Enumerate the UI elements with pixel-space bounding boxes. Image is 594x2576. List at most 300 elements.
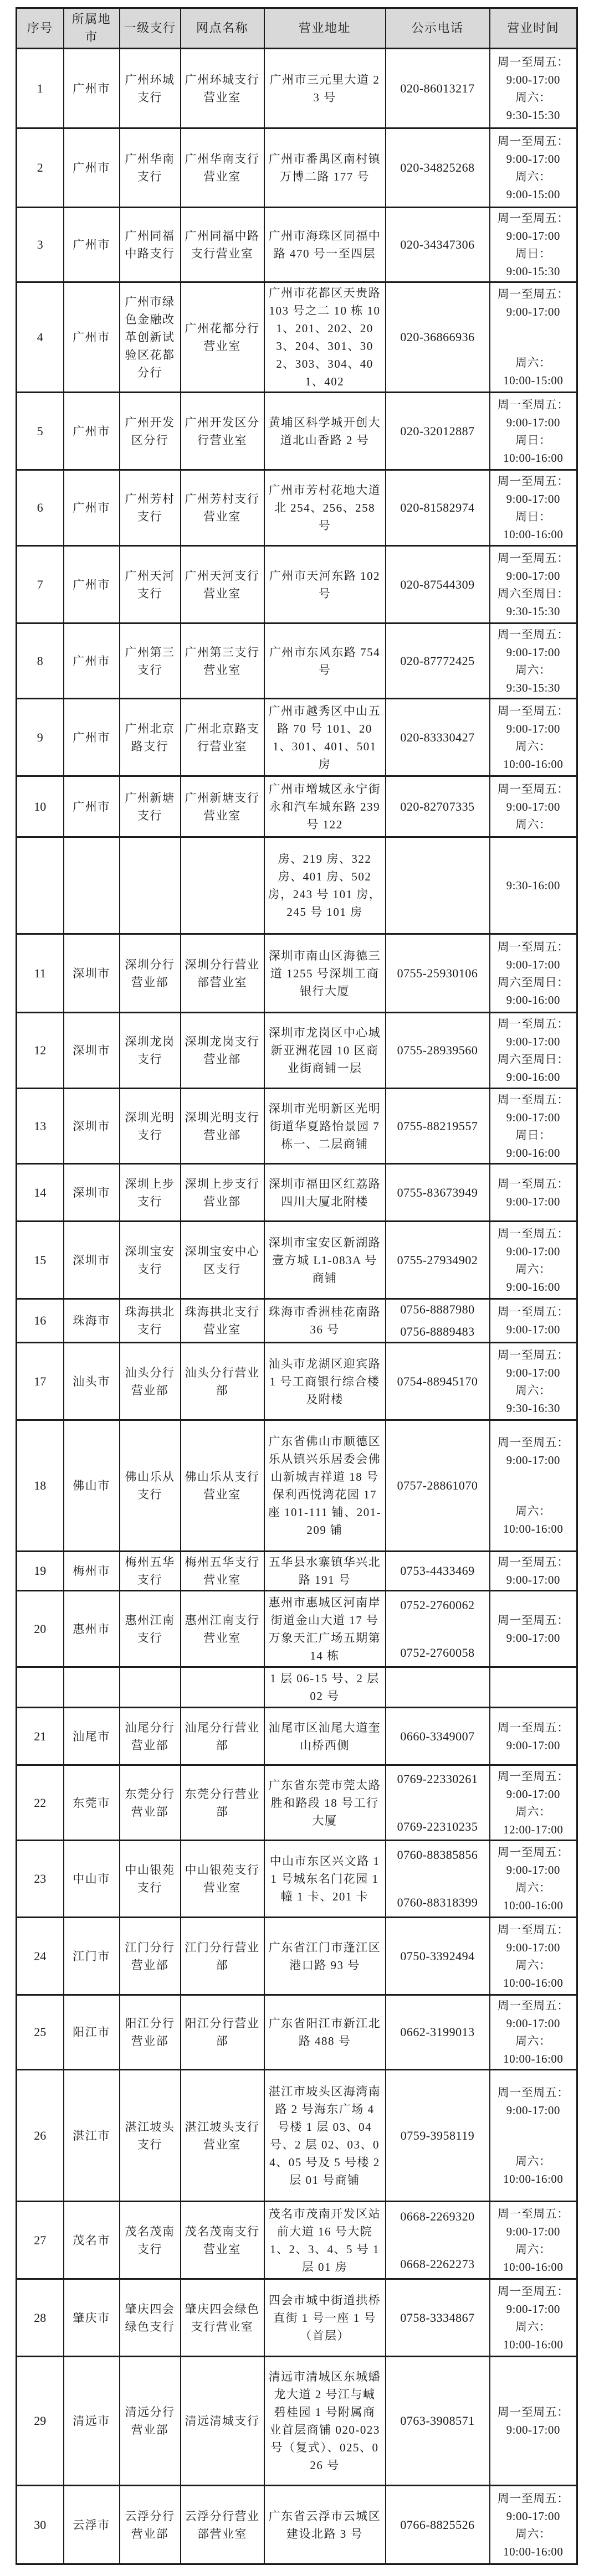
cell-serial-number: 15 [17, 1222, 64, 1299]
table-row [17, 934, 577, 1013]
cell-business-address: 广州市东风东路 754 号 [264, 624, 386, 699]
phone-number: 020-82707335 [400, 799, 475, 813]
cell-business-address: 深圳市宝安区新湖路壹方城 L1-083A 号商铺 [264, 1222, 386, 1299]
cell-city: 肇庆市 [64, 2279, 120, 2357]
business-hours-line: 周六： [515, 356, 551, 369]
cell-public-phone [386, 1343, 490, 1420]
business-hours-line: 10:00-16:00 [503, 2544, 564, 2558]
table-row [17, 1765, 577, 1841]
cell-city: 广州市 [64, 699, 120, 776]
column-header-0: 序号 [17, 8, 64, 49]
phone-number: 0668-2269320 [400, 2209, 475, 2223]
cell-outlet-name: 清远清城支行 [181, 2357, 264, 2486]
cell-primary-branch: 汕头分行营业部 [120, 1343, 181, 1420]
cell-outlet-name: 广州华南支行营业室 [181, 128, 264, 208]
cell-city: 清远市 [64, 2357, 120, 2486]
cell-business-address: 广东省阳江市新江北路 488 号 [264, 1995, 386, 2070]
cell-business-address: 湛江市坡头区海湾南路 2 号海东广场 4 号楼 1 层 03、04 号、2 层 02、03、04、05 号及 5 号楼 2 层 01 号商铺 [264, 2070, 386, 2202]
business-hours-line: 周一至周五： [497, 940, 569, 954]
business-hours-line: 10:00-15:00 [503, 374, 564, 387]
cell-primary-branch: 珠海拱北支行 [120, 1299, 181, 1343]
cell-primary-branch: 广州开发区分行 [120, 393, 181, 470]
cell-city: 广州市 [64, 393, 120, 470]
cell-business-address: 1 层 06-15 号、2 层 02 号 [264, 1667, 386, 1708]
business-hours-line: 周一至周五： [497, 1720, 569, 1734]
cell-serial-number: 20 [17, 1591, 64, 1667]
business-hours-line: 9:00-17:00 [506, 2017, 560, 2030]
cell-serial-number: 10 [17, 776, 64, 837]
phone-number: 0763-3908571 [400, 2414, 475, 2428]
business-hours-line: 9:00-17:00 [506, 645, 560, 659]
cell-primary-branch: 梅州五华支行 [120, 1552, 181, 1591]
table-row [17, 1299, 577, 1343]
business-hours-line: 周一至周五： [497, 1999, 569, 2012]
business-hours-line: 周一至周五： [497, 2284, 569, 2298]
cell-city: 广州市 [64, 470, 120, 546]
table-row [17, 1343, 577, 1420]
business-hours-line: 周六： [515, 739, 551, 753]
cell-primary-branch [120, 1667, 181, 1708]
phone-number: 0757-28861070 [397, 1478, 478, 1492]
table-row [17, 699, 577, 776]
cell-public-phone [386, 1765, 490, 1841]
business-hours-line: 10:00-16:00 [503, 1899, 564, 1912]
business-hours-line: 10:00-16:00 [503, 2172, 564, 2186]
business-hours-line: 9:00-17:00 [506, 1366, 560, 1379]
column-header-5: 公示电话 [386, 8, 490, 49]
business-hours-line: 周一至周五： [497, 1017, 569, 1031]
cell-public-phone [386, 1013, 490, 1089]
cell-public-phone [386, 2486, 490, 2564]
phone-number: 0769-22310235 [397, 1819, 478, 1833]
business-hours-line: 周日： [515, 433, 551, 447]
business-hours-line: 周六： [515, 1505, 551, 1518]
cell-city: 广州市 [64, 282, 120, 393]
cell-city: 广州市 [64, 776, 120, 837]
cell-serial-number: 23 [17, 1841, 64, 1918]
cell-primary-branch: 广州第三支行 [120, 624, 181, 699]
cell-business-hours [490, 2202, 577, 2279]
cell-business-address: 五华县水寨镇华兴北路 191 号 [264, 1552, 386, 1591]
cell-public-phone [386, 1841, 490, 1918]
cell-business-address: 深圳市光明新区光明街道华夏路怡景园 7 栋一、二层商铺 [264, 1089, 386, 1164]
table-row [17, 546, 577, 624]
cell-primary-branch: 惠州江南支行 [120, 1591, 181, 1667]
cell-business-hours [490, 2486, 577, 2564]
cell-public-phone [386, 1918, 490, 1995]
phone-number: 020-83330427 [400, 730, 475, 744]
business-hours-line: 10:00-16:00 [503, 451, 564, 465]
cell-primary-branch: 广州芳村支行 [120, 470, 181, 546]
cell-business-address: 广州市天河东路 102 号 [264, 546, 386, 624]
cell-business-address: 黄埔区科学城开创大道北山香路 2 号 [264, 393, 386, 470]
cell-serial-number: 24 [17, 1918, 64, 1995]
business-hours-line: 周六： [515, 1958, 551, 1972]
cell-public-phone [386, 2357, 490, 2486]
cell-city: 阳江市 [64, 1995, 120, 2070]
business-hours-line: 9:00-17:00 [506, 1738, 560, 1752]
business-hours-line: 9:00-17:00 [506, 305, 560, 318]
business-hours-line: 周一至周五： [497, 1436, 569, 1449]
business-hours-line: 周一至周五： [497, 1348, 569, 1362]
cell-city: 深圳市 [64, 1222, 120, 1299]
cell-business-address: 珠海市香洲桂花南路 36 号 [264, 1299, 386, 1343]
cell-outlet-name: 广州开发区分行营业室 [181, 393, 264, 470]
cell-serial-number: 19 [17, 1552, 64, 1591]
business-hours-line: 周一至周五： [497, 627, 569, 641]
cell-outlet-name: 梅州五华支行营业室 [181, 1552, 264, 1591]
cell-primary-branch: 湛江坡头支行 [120, 2070, 181, 2202]
table-row [17, 776, 577, 837]
business-hours-line: 9:30-16:30 [506, 1401, 560, 1415]
table-row [17, 2486, 577, 2564]
cell-public-phone [386, 1591, 490, 1667]
phone-number: 020-86013217 [400, 81, 475, 95]
cell-outlet-name: 茂名茂南支行营业室 [181, 2202, 264, 2279]
cell-business-hours [490, 546, 577, 624]
business-hours-line: 9:30-15:30 [506, 681, 560, 694]
cell-city: 汕头市 [64, 1343, 120, 1420]
cell-business-address: 广州市花都区天贵路 103 号之二 10 栋 101、201、202、203、204、301、302、303、304、401、402 [264, 282, 386, 393]
cell-business-address: 房、219 房、322 房、401 房、502 房，243 号 101 房，245 号 101 房 [264, 837, 386, 934]
cell-serial-number [17, 837, 64, 934]
cell-business-address: 广州市海珠区同福中路 470 号一至四层 [264, 208, 386, 282]
business-hours-line: 9:30-16:00 [506, 879, 560, 892]
cell-business-hours [490, 699, 577, 776]
cell-outlet-name: 深圳上步支行营业部 [181, 1164, 264, 1222]
cell-city: 中山市 [64, 1841, 120, 1918]
phone-number: 020-81582974 [400, 501, 475, 514]
phone-number: 0769-22330261 [397, 1771, 478, 1786]
business-hours-line: 9:00-17:00 [506, 2423, 560, 2436]
business-hours-line: 周六： [515, 170, 551, 183]
business-hours-line: 10:00-16:00 [503, 528, 564, 541]
phone-number: 0662-3199013 [400, 2025, 475, 2039]
business-hours-line: 10:00-16:00 [503, 757, 564, 771]
phone-number: 020-34825268 [400, 161, 475, 174]
table-row [17, 1708, 577, 1765]
cell-public-phone [386, 1420, 490, 1552]
cell-public-phone [386, 699, 490, 776]
cell-primary-branch: 广州新塘支行 [120, 776, 181, 837]
cell-city: 深圳市 [64, 1089, 120, 1164]
business-hours-line: 9:00-17:00 [506, 1244, 560, 1258]
business-hours-line: 9:00-17:00 [506, 2509, 560, 2523]
business-hours-line: 周一至周五： [497, 551, 569, 565]
cell-business-hours [490, 1552, 577, 1591]
cell-outlet-name: 深圳宝安中心区支行 [181, 1222, 264, 1299]
cell-city: 广州市 [64, 49, 120, 128]
phone-number: 0660-3349007 [400, 1729, 475, 1743]
cell-business-hours [490, 2357, 577, 2486]
table-body [17, 49, 577, 2564]
business-hours-line: 周六： [515, 1805, 551, 1818]
business-hours-line: 周一至周五： [497, 1305, 569, 1318]
business-hours-line: 10:00-16:00 [503, 1522, 564, 1536]
cell-outlet-name [181, 837, 264, 934]
cell-public-phone [386, 934, 490, 1013]
cell-business-hours [490, 1995, 577, 2070]
cell-public-phone [386, 546, 490, 624]
cell-serial-number: 7 [17, 546, 64, 624]
business-hours-line: 周一至周五： [497, 2085, 569, 2099]
business-hours-line: 周一至周五： [497, 1613, 569, 1627]
business-hours-line: 9:00-16:00 [506, 993, 560, 1007]
cell-business-address: 清远市清城区东城蟠龙大道 2 号江与峸碧桂园 1 号附属商业首层商铺 020-023 号（复式）、025、026 号 [264, 2357, 386, 2486]
cell-city: 佛山市 [64, 1420, 120, 1552]
cell-outlet-name: 阳江分行营业部 [181, 1995, 264, 2070]
phone-number: 020-34347306 [400, 238, 475, 251]
cell-public-phone [386, 128, 490, 208]
business-hours-line: 周一至周五： [497, 287, 569, 301]
phone-number: 0755-88219557 [397, 1119, 478, 1133]
table-row [17, 470, 577, 546]
cell-primary-branch: 汕尾分行营业部 [120, 1708, 181, 1765]
cell-business-address: 中山市东区兴文路 11 号城东名门花园 1 幢 1 卡、201 卡 [264, 1841, 386, 1918]
business-hours-line: 周一至周五： [497, 212, 569, 225]
business-hours-line: 周日： [515, 247, 551, 260]
business-hours-line: 周一至周五： [497, 1555, 569, 1569]
cell-business-address: 汕头市龙湖区迎宾路 1 号工商银行综合楼及附楼 [264, 1343, 386, 1420]
business-hours-line: 9:00-16:00 [506, 1280, 560, 1294]
cell-primary-branch: 广州天河支行 [120, 546, 181, 624]
cell-public-phone [386, 1708, 490, 1765]
phone-number: 0756-8887980 [400, 1302, 475, 1316]
business-hours-line: 周一至周五： [497, 1923, 569, 1936]
cell-business-hours [490, 1708, 577, 1765]
business-hours-line: 9:00-17:00 [506, 1787, 560, 1801]
cell-city [64, 1667, 120, 1708]
business-hours-line: 9:00-17:00 [506, 800, 560, 813]
phone-number: 020-36866936 [400, 330, 475, 344]
cell-public-phone [386, 1222, 490, 1299]
cell-city: 东莞市 [64, 1765, 120, 1841]
phone-number: 0758-3334867 [400, 2310, 475, 2325]
cell-serial-number: 1 [17, 49, 64, 128]
table-row [17, 1667, 577, 1708]
business-hours-line: 9:00-17:00 [506, 1573, 560, 1586]
business-hours-line: 10:00-16:00 [503, 2260, 564, 2274]
business-hours-line: 周六： [515, 663, 551, 677]
cell-primary-branch: 中山银苑支行 [120, 1841, 181, 1918]
cell-business-address: 四会市城中街道拱桥直街 1 号一座 1 号（首层） [264, 2279, 386, 2357]
cell-business-address: 深圳市龙岗区中心城新亚洲花园 10 区商业街商铺一层 [264, 1013, 386, 1089]
table-row [17, 2279, 577, 2357]
cell-outlet-name: 中山银苑支行营业室 [181, 1841, 264, 1918]
cell-outlet-name: 深圳光明支行营业部 [181, 1089, 264, 1164]
cell-business-hours [490, 1420, 577, 1552]
business-hours-line: 9:00-17:00 [506, 415, 560, 429]
cell-business-hours [490, 1765, 577, 1841]
business-hours-line: 9:00-17:00 [506, 1631, 560, 1645]
business-hours-line: 9:00-17:00 [506, 957, 560, 971]
cell-public-phone [386, 776, 490, 837]
phone-number: 0760-88318399 [397, 1895, 478, 1909]
business-hours-line: 9:00-17:00 [506, 73, 560, 86]
cell-outlet-name: 广州环城支行营业室 [181, 49, 264, 128]
bank-branch-table [16, 7, 578, 2565]
cell-business-hours [490, 393, 577, 470]
cell-outlet-name: 广州天河支行营业室 [181, 546, 264, 624]
cell-primary-branch: 阳江分行营业部 [120, 1995, 181, 2070]
cell-outlet-name: 东莞分行营业部 [181, 1765, 264, 1841]
business-hours-line: 周六： [515, 2034, 551, 2048]
business-hours-line: 周一至周五： [497, 135, 569, 148]
cell-business-address: 深圳市福田区红荔路四川大厦北附楼 [264, 1164, 386, 1222]
business-hours-line: 9:00-17:00 [506, 569, 560, 583]
cell-outlet-name [181, 1667, 264, 1708]
table-row [17, 49, 577, 128]
business-hours-line: 周一至周五： [497, 55, 569, 69]
cell-primary-branch: 东莞分行营业部 [120, 1765, 181, 1841]
business-hours-line: 周一至周五： [497, 2207, 569, 2220]
cell-business-hours [490, 1164, 577, 1222]
cell-outlet-name: 汕头分行营业部 [181, 1343, 264, 1420]
cell-business-address: 广州市芳村花地大道北 254、256、258 号 [264, 470, 386, 546]
cell-public-phone [386, 1552, 490, 1591]
cell-primary-branch: 深圳上步支行 [120, 1164, 181, 1222]
cell-serial-number: 5 [17, 393, 64, 470]
table-row [17, 128, 577, 208]
cell-city: 深圳市 [64, 1013, 120, 1089]
cell-business-address: 广东省东莞市莞太路胜和路段 18 号工行大厦 [264, 1765, 386, 1841]
cell-primary-branch: 佛山乐从支行 [120, 1420, 181, 1552]
business-hours-line [492, 1469, 575, 1502]
cell-city: 广州市 [64, 546, 120, 624]
business-hours-line: 9:00-17:00 [506, 492, 560, 506]
cell-serial-number: 13 [17, 1089, 64, 1164]
column-header-2: 一级支行 [120, 8, 181, 49]
business-hours-line: 9:00-17:00 [506, 1454, 560, 1467]
cell-primary-branch: 江门分行营业部 [120, 1918, 181, 1995]
cell-business-address: 广州市增城区永宁街永和汽车城东路 239 号 122 [264, 776, 386, 837]
business-hours-line: 周一至周五： [497, 1846, 569, 1859]
cell-business-address: 惠州市惠城区河南岸街道金山大道 17 号万象天汇广场五期第 14 栋 [264, 1591, 386, 1667]
table-row [17, 1995, 577, 2070]
table-row [17, 1918, 577, 1995]
cell-primary-branch: 广州同福中路支行 [120, 208, 181, 282]
business-hours-line: 10:00-16:00 [503, 2052, 564, 2065]
business-hours-line: 9:00-15:30 [506, 265, 560, 278]
cell-serial-number: 2 [17, 128, 64, 208]
table-header-row [17, 8, 577, 49]
cell-business-hours [490, 2070, 577, 2202]
business-hours-line: 周六： [515, 1262, 551, 1276]
table-row [17, 393, 577, 470]
phone-number: 020-32012887 [400, 424, 475, 438]
column-header-6: 营业时间 [490, 8, 577, 49]
cell-city [64, 837, 120, 934]
cell-city: 梅州市 [64, 1552, 120, 1591]
cell-business-hours [490, 1343, 577, 1420]
business-hours-line: 10:00-16:00 [503, 2337, 564, 2351]
cell-business-address: 广州市番禺区南村镇万博二路 177 号 [264, 128, 386, 208]
table-row [17, 1222, 577, 1299]
cell-public-phone [386, 1299, 490, 1343]
cell-outlet-name: 湛江坡头支行营业室 [181, 2070, 264, 2202]
business-hours-line: 周一至周五： [497, 2405, 569, 2419]
cell-business-address: 汕尾市区汕尾大道奎山桥西侧 [264, 1708, 386, 1765]
cell-public-phone [386, 1995, 490, 2070]
business-hours-line: 周日： [515, 510, 551, 523]
business-hours-line: 9:00-17:00 [506, 1940, 560, 1954]
cell-outlet-name: 广州芳村支行营业室 [181, 470, 264, 546]
cell-business-hours [490, 776, 577, 837]
cell-serial-number: 16 [17, 1299, 64, 1343]
cell-public-phone [386, 2279, 490, 2357]
business-hours-line: 周六： [515, 1881, 551, 1894]
cell-business-address: 广东省云浮市云城区建设北路 3 号 [264, 2486, 386, 2564]
cell-public-phone [386, 282, 490, 393]
phone-number: 020-87544309 [400, 577, 475, 591]
cell-primary-branch: 茂名茂南支行 [120, 2202, 181, 2279]
business-hours-line: 周一至周五： [497, 1769, 569, 1783]
cell-serial-number: 14 [17, 1164, 64, 1222]
business-hours-line: 9:00-17:00 [506, 2302, 560, 2316]
table-header [17, 8, 577, 49]
cell-serial-number: 21 [17, 1708, 64, 1765]
cell-outlet-name: 云浮分行营业部营业室 [181, 2486, 264, 2564]
business-hours-line: 9:00-17:00 [506, 1323, 560, 1336]
cell-primary-branch: 深圳光明支行 [120, 1089, 181, 1164]
business-hours-line: 周六至周日： [497, 586, 569, 600]
cell-business-hours [490, 470, 577, 546]
cell-city: 惠州市 [64, 1591, 120, 1667]
business-hours-line: 9:00-17:00 [506, 2103, 560, 2117]
cell-primary-branch: 广州环城支行 [120, 49, 181, 128]
cell-public-phone [386, 49, 490, 128]
cell-serial-number: 9 [17, 699, 64, 776]
cell-outlet-name: 珠海拱北支行营业室 [181, 1299, 264, 1343]
cell-outlet-name: 汕尾分行营业部 [181, 1708, 264, 1765]
table-row [17, 837, 577, 934]
column-header-4: 营业地址 [264, 8, 386, 49]
cell-primary-branch [120, 837, 181, 934]
business-hours-line: 周六： [515, 2154, 551, 2168]
cell-business-hours [490, 1591, 577, 1667]
cell-serial-number: 27 [17, 2202, 64, 2279]
cell-business-hours [490, 282, 577, 393]
business-hours-line: 9:00-16:00 [506, 1070, 560, 1084]
cell-serial-number: 8 [17, 624, 64, 699]
cell-public-phone [386, 1164, 490, 1222]
business-hours-line: 周六： [515, 2242, 551, 2256]
business-hours-line: 9:00-17:00 [506, 2224, 560, 2238]
table-row [17, 1552, 577, 1591]
cell-primary-branch: 肇庆四会绿色支行 [120, 2279, 181, 2357]
table-row [17, 2202, 577, 2279]
cell-serial-number: 11 [17, 934, 64, 1013]
phone-number: 020-87772425 [400, 653, 475, 668]
business-hours-line: 周六至周日： [497, 975, 569, 989]
cell-serial-number: 22 [17, 1765, 64, 1841]
business-hours-line: 9:30-15:30 [506, 108, 560, 122]
cell-primary-branch: 广州市绿色金融改革创新试验区花都分行 [120, 282, 181, 393]
cell-city: 汕尾市 [64, 1708, 120, 1765]
business-hours-line: 9:00-15:00 [506, 188, 560, 201]
table-row [17, 1164, 577, 1222]
table-row [17, 1420, 577, 1552]
table-row [17, 2070, 577, 2202]
business-hours-line: 周六： [515, 1383, 551, 1397]
cell-serial-number: 28 [17, 2279, 64, 2357]
business-hours-line: 周一至周五： [497, 2491, 569, 2505]
cell-city: 深圳市 [64, 1164, 120, 1222]
cell-business-hours [490, 2279, 577, 2357]
cell-public-phone [386, 2202, 490, 2279]
phone-number: 0755-28939560 [397, 1043, 478, 1057]
table-row [17, 1013, 577, 1089]
